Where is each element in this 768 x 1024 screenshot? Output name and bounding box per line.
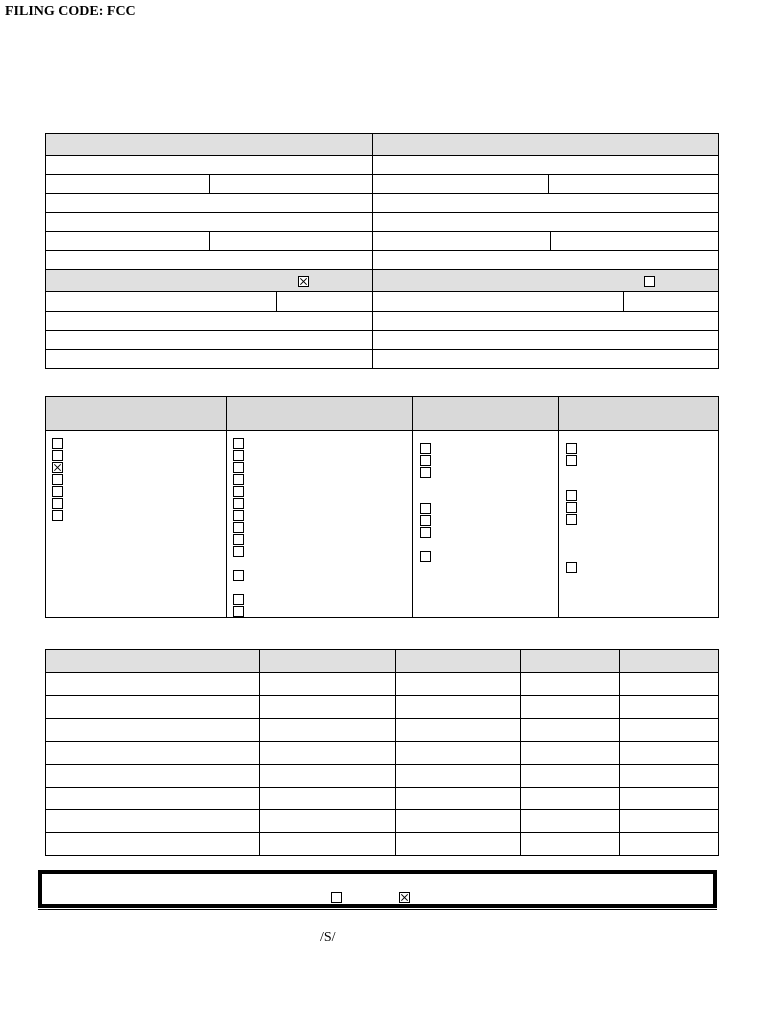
table-row [46, 742, 719, 765]
checkbox[interactable] [233, 450, 244, 461]
checkbox[interactable] [420, 527, 431, 538]
checkbox[interactable] [233, 522, 244, 533]
checkbox[interactable] [233, 534, 244, 545]
checkbox-table [45, 396, 719, 618]
info-cell[interactable] [373, 175, 549, 194]
table-cell[interactable] [521, 742, 620, 765]
table-row [46, 788, 719, 810]
table-cell[interactable] [260, 673, 396, 696]
table-cell[interactable] [521, 788, 620, 810]
left-checkbox[interactable] [298, 276, 309, 287]
table-cell[interactable] [260, 788, 396, 810]
checkbox[interactable] [52, 474, 63, 485]
info-cell[interactable] [373, 292, 624, 312]
right-checkbox[interactable] [644, 276, 655, 287]
table-cell[interactable] [46, 788, 260, 810]
table-cell[interactable] [260, 696, 396, 719]
checkbox[interactable] [233, 438, 244, 449]
info-cell[interactable] [46, 232, 210, 251]
checkbox[interactable] [420, 467, 431, 478]
checkbox-column-3 [413, 431, 559, 618]
table-cell[interactable] [620, 719, 719, 742]
info-table [45, 133, 719, 369]
checkbox[interactable] [233, 510, 244, 521]
checkbox[interactable] [233, 606, 244, 617]
signature-mark: /S/ [320, 930, 336, 945]
table-cell[interactable] [46, 765, 260, 788]
right-option-row [373, 270, 719, 292]
table-cell[interactable] [521, 696, 620, 719]
table-cell[interactable] [46, 719, 260, 742]
checkbox[interactable] [233, 546, 244, 557]
checkbox[interactable] [420, 551, 431, 562]
column-header [396, 650, 521, 673]
checkbox[interactable] [566, 490, 577, 501]
table-cell[interactable] [46, 833, 260, 856]
table-cell[interactable] [620, 696, 719, 719]
table-cell[interactable] [620, 765, 719, 788]
checkbox-column-4 [559, 431, 719, 618]
table-row [46, 810, 719, 833]
table-cell[interactable] [396, 719, 521, 742]
table-cell[interactable] [46, 696, 260, 719]
column-header [227, 397, 413, 431]
info-cell[interactable] [46, 213, 373, 232]
left-header-cell [46, 134, 373, 156]
table-cell[interactable] [260, 765, 396, 788]
checkbox[interactable] [420, 443, 431, 454]
checkbox[interactable] [233, 462, 244, 473]
table-cell[interactable] [46, 742, 260, 765]
left-option-row [46, 270, 373, 292]
checkbox[interactable] [52, 486, 63, 497]
table-row [46, 673, 719, 696]
info-cell[interactable] [549, 175, 719, 194]
table-cell[interactable] [396, 696, 521, 719]
column-header [620, 650, 719, 673]
info-cell[interactable] [373, 232, 551, 251]
table-cell[interactable] [620, 742, 719, 765]
filing-code: FILING CODE: FCC [5, 4, 136, 19]
info-cell[interactable] [46, 175, 210, 194]
checkbox[interactable] [566, 562, 577, 573]
checkbox[interactable] [566, 455, 577, 466]
info-cell[interactable] [46, 312, 373, 331]
checkbox-option-b[interactable] [399, 892, 410, 903]
info-cell[interactable] [373, 331, 719, 350]
column-header [46, 650, 260, 673]
table-cell[interactable] [396, 673, 521, 696]
checkbox[interactable] [233, 474, 244, 485]
table-cell[interactable] [260, 719, 396, 742]
right-header-cell [373, 134, 719, 156]
column-header [521, 650, 620, 673]
table-cell[interactable] [396, 833, 521, 856]
checkbox[interactable] [52, 498, 63, 509]
table-cell[interactable] [620, 788, 719, 810]
column-header [260, 650, 396, 673]
info-cell[interactable] [46, 292, 277, 312]
checkbox[interactable] [52, 462, 63, 473]
table-cell[interactable] [396, 810, 521, 833]
checkbox-option-a[interactable] [331, 892, 342, 903]
checkbox-column-2 [227, 431, 413, 618]
table-cell[interactable] [521, 719, 620, 742]
checkbox[interactable] [566, 514, 577, 525]
table-row [46, 833, 719, 856]
info-cell[interactable] [373, 156, 719, 175]
checkbox[interactable] [52, 510, 63, 521]
table-cell[interactable] [396, 788, 521, 810]
table-cell[interactable] [260, 742, 396, 765]
certification-box [38, 870, 717, 908]
table-cell[interactable] [620, 673, 719, 696]
table-cell[interactable] [521, 765, 620, 788]
table-cell[interactable] [396, 742, 521, 765]
data-table [45, 649, 719, 856]
info-cell[interactable] [210, 232, 373, 251]
checkbox[interactable] [52, 450, 63, 461]
checkbox[interactable] [566, 502, 577, 513]
table-cell[interactable] [260, 810, 396, 833]
table-row [46, 765, 719, 788]
info-cell[interactable] [373, 213, 719, 232]
table-cell[interactable] [46, 810, 260, 833]
info-cell[interactable] [373, 194, 719, 213]
checkbox[interactable] [420, 515, 431, 526]
table-cell[interactable] [260, 833, 396, 856]
checkbox[interactable] [233, 498, 244, 509]
info-cell[interactable] [46, 331, 373, 350]
info-cell[interactable] [210, 175, 373, 194]
checkbox-column-1 [46, 431, 227, 618]
table-cell[interactable] [620, 833, 719, 856]
checkbox[interactable] [52, 438, 63, 449]
column-header [413, 397, 559, 431]
table-cell[interactable] [46, 673, 260, 696]
info-cell[interactable] [373, 251, 719, 270]
checkbox[interactable] [420, 455, 431, 466]
info-cell[interactable] [277, 292, 373, 312]
info-cell[interactable] [46, 194, 373, 213]
table-row [46, 696, 719, 719]
checkbox[interactable] [420, 503, 431, 514]
checkbox[interactable] [566, 443, 577, 454]
checkbox[interactable] [233, 594, 244, 605]
info-cell[interactable] [551, 232, 719, 251]
table-cell[interactable] [620, 810, 719, 833]
checkbox[interactable] [233, 486, 244, 497]
info-cell[interactable] [373, 350, 719, 369]
table-cell[interactable] [521, 810, 620, 833]
info-cell[interactable] [624, 292, 719, 312]
table-cell[interactable] [521, 833, 620, 856]
divider [38, 909, 717, 910]
info-cell[interactable] [373, 312, 719, 331]
info-cell[interactable] [46, 156, 373, 175]
column-header [46, 397, 227, 431]
table-cell[interactable] [521, 673, 620, 696]
table-cell[interactable] [396, 765, 521, 788]
checkbox[interactable] [233, 570, 244, 581]
table-row [46, 719, 719, 742]
info-cell[interactable] [46, 350, 373, 369]
info-cell[interactable] [46, 251, 373, 270]
column-header [559, 397, 719, 431]
